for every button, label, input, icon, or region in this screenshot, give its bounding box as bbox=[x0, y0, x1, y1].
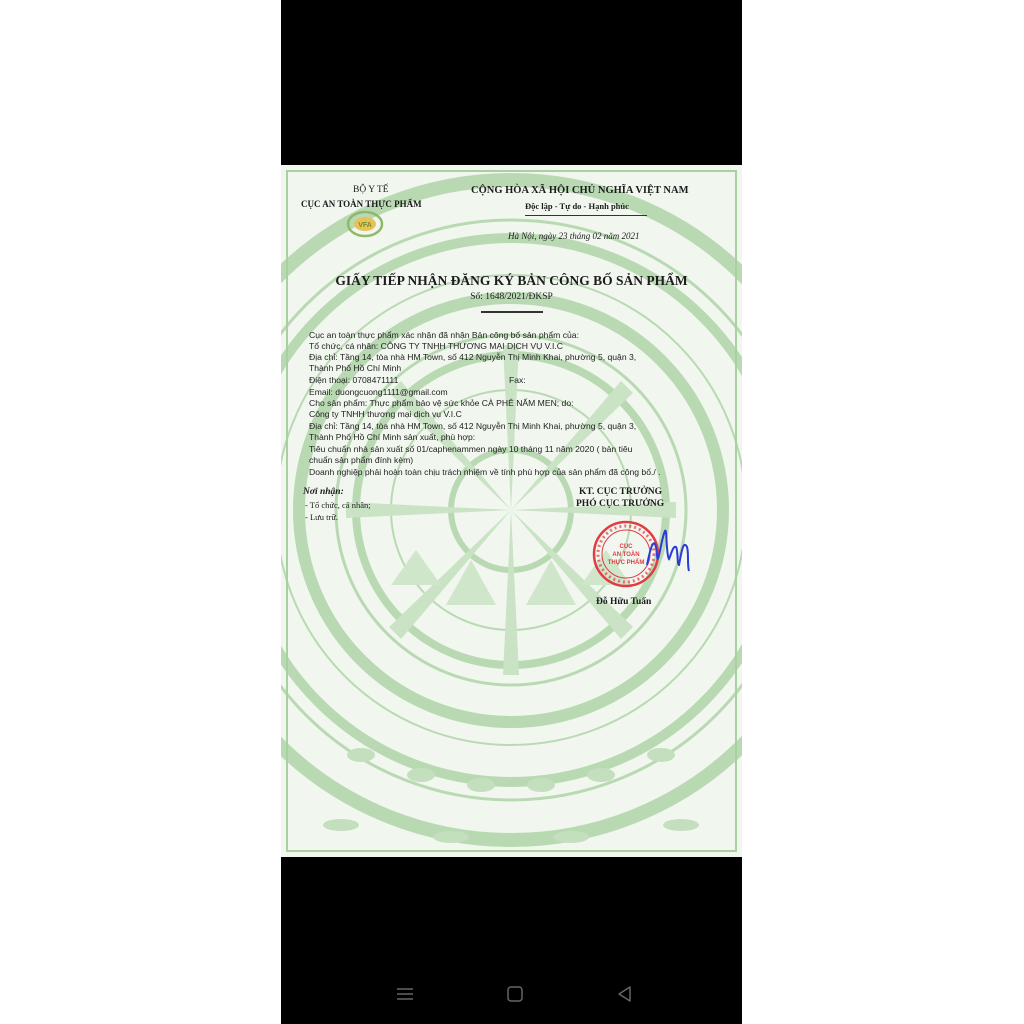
document-number: Số: 1648/2021/ĐKSP bbox=[470, 292, 553, 302]
signatory-title-2: PHÓ CỤC TRƯỞNG bbox=[576, 499, 665, 509]
stamp-text-3: THỰC PHẨM bbox=[607, 560, 645, 566]
body-line-5: Điện thoại: 0708471111 bbox=[309, 375, 399, 385]
body-line-11: Tiêu chuẩn nhà sản xuất số 01/caphenammen ngày 10 tháng 11 năm 2020 ( bản tiêu bbox=[309, 444, 633, 454]
handwritten-signature bbox=[643, 525, 693, 581]
navigation-bar bbox=[281, 965, 742, 1024]
signatory-title-1: KT. CỤC TRƯỞNG bbox=[579, 487, 662, 497]
back-icon[interactable] bbox=[616, 985, 634, 1003]
stamp-text-2: AN TOÀN bbox=[612, 552, 640, 558]
body-line-10: Thành Phố Hồ Chí Minh sản xuất, phù hợp: bbox=[309, 432, 476, 442]
department-name: CỤC AN TOÀN THỰC PHẨM bbox=[301, 199, 422, 209]
recent-apps-icon[interactable] bbox=[396, 985, 414, 1003]
recipients-heading: Nơi nhận: bbox=[303, 487, 344, 497]
vfa-logo-icon bbox=[345, 209, 385, 239]
body-line-6: Email: duongcuong1111@gmail.com bbox=[309, 387, 448, 397]
body-line-4: Thành Phố Hồ Chí Minh bbox=[309, 363, 402, 373]
body-line-12: chuẩn sản phẩm đính kèm) bbox=[309, 455, 414, 465]
body-line-13: Doanh nghiệp phải hoàn toàn chịu trách nhiệm về tính phù hợp của sản phẩm đã công bố./ . bbox=[309, 467, 661, 477]
body-line-7: Cho sản phẩm: Thực phẩm bảo vệ sức khỏe CÀ PHÊ NẤM MEN; do: bbox=[309, 398, 574, 408]
motto-underline bbox=[525, 215, 647, 216]
stamp-text-1: CỤC bbox=[619, 544, 633, 550]
title-underline bbox=[481, 311, 543, 313]
body-line-8: Công ty TNHH thương mại dịch vụ V.I.C bbox=[309, 409, 462, 419]
recipient-item-1: - Tổ chức, cá nhân; bbox=[305, 500, 371, 510]
body-line-3: Địa chỉ: Tầng 14, tòa nhà HM Town, số 412 Nguyễn Thị Minh Khai, phường 5, quận 3, bbox=[309, 352, 637, 362]
date-line: Hà Nội, ngày 23 tháng 02 năm 2021 bbox=[508, 231, 640, 241]
document-page bbox=[281, 165, 742, 857]
body-line-1: Cục an toàn thực phẩm xác nhận đã nhận Bản công bố sản phẩm của: bbox=[309, 330, 579, 340]
country-name: CỘNG HÒA XÃ HỘI CHỦ NGHĨA VIỆT NAM bbox=[471, 185, 689, 196]
fax-label: Fax: bbox=[509, 375, 526, 385]
document-title: GIẤY TIẾP NHẬN ĐĂNG KÝ BẢN CÔNG BỐ SẢN PHẨM bbox=[335, 273, 688, 288]
signatory-name: Đỗ Hữu Tuấn bbox=[596, 597, 652, 607]
body-line-2: Tổ chức, cá nhân: CÔNG TY TNHH THƯƠNG MẠI DỊCH VỤ V.I.C bbox=[309, 341, 563, 351]
recipient-item-2: - Lưu trữ. bbox=[305, 512, 339, 522]
ministry-name: BỘ Y TẾ bbox=[353, 185, 389, 195]
body-line-9: Địa chỉ: Tầng 14, tòa nhà HM Town, số 412 Nguyễn Thị Minh Khai, phường 5, quận 3, bbox=[309, 421, 637, 431]
home-icon[interactable] bbox=[506, 985, 524, 1003]
vfa-logo-text: VFA bbox=[358, 222, 372, 229]
national-motto: Độc lập - Tự do - Hạnh phúc bbox=[525, 201, 629, 211]
